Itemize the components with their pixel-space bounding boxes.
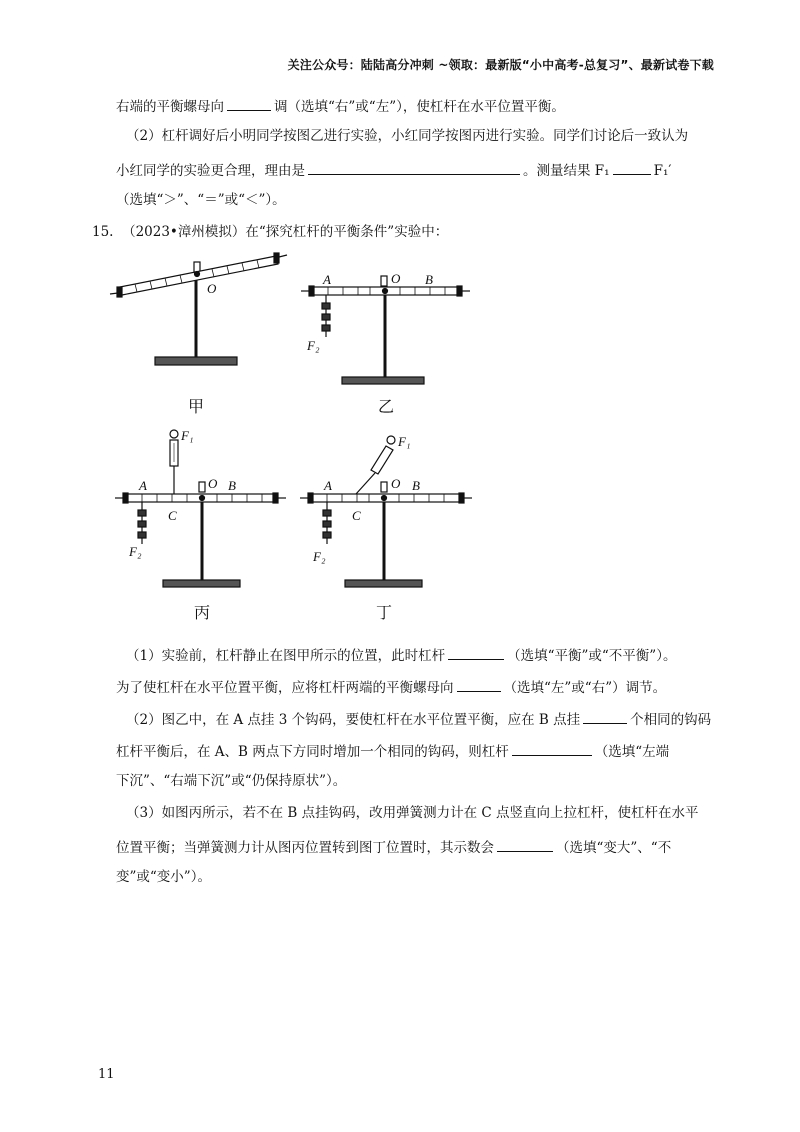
text-line: （3）如图丙所示，若不在 B 点挂钩码，改用弹簧测力计在 C 点竖直向上拉杠杆，使杠杆在水平	[126, 805, 699, 821]
text-line: 变”或“变小”）。	[116, 869, 211, 885]
answer-blank[interactable]	[448, 647, 504, 660]
caption-yi: 乙	[378, 397, 395, 416]
label-F2: F₂	[313, 549, 326, 564]
text-line: 杠杆平衡后，在 A、B 两点下方同时增加一个相同的钩码，则杠杆 （选填“左端	[116, 744, 670, 760]
question-title: 15. （2023•漳州模拟）在“探究杠杆的平衡条件”实验中：	[92, 224, 449, 240]
answer-blank[interactable]	[512, 743, 592, 756]
caption-bing: 丙	[194, 603, 211, 622]
label-O: O	[391, 476, 401, 491]
text-line: 右端的平衡螺母向 调（选填“右”或“左”），使杠杆在水平位置平衡。	[116, 99, 565, 115]
text-line: 为了使杠杆在水平位置平衡，应将杠杆两端的平衡螺母向 （选填“左”或“右”）调节。	[116, 680, 667, 696]
answer-blank[interactable]	[583, 711, 627, 724]
page-number: 11	[98, 1067, 115, 1082]
caption-jia: 甲	[188, 397, 205, 416]
text-line: （2）图乙中，在 A 点挂 3 个钩码，要使杠杆在水平位置平衡，应在 B 点挂 个相同的钩码	[126, 712, 712, 728]
label-C: C	[352, 508, 361, 523]
text-line: 下沉”、“右端下沉”或“仍保持原状”）。	[116, 773, 347, 789]
label-A: A	[324, 478, 332, 493]
answer-blank[interactable]	[457, 679, 501, 692]
label-B: B	[425, 272, 433, 287]
label-F1: F₁	[181, 428, 194, 443]
label-O: O	[207, 281, 217, 296]
figure-yi	[301, 276, 470, 384]
label-A: A	[323, 272, 331, 287]
text-line: （1）实验前，杠杆静止在图甲所示的位置，此时杠杆 （选填“平衡”或“不平衡”）。	[126, 648, 677, 664]
page-header: 关注公众号：陆陆高分冲刺 ~领取：最新版“小中高考-总复习”、最新试卷下载	[287, 58, 714, 72]
label-A: A	[139, 478, 147, 493]
figure-jia	[110, 253, 287, 365]
label-O: O	[391, 271, 401, 286]
caption-ding: 丁	[376, 603, 393, 622]
label-F2: F₂	[307, 338, 320, 353]
figure-ding	[300, 436, 472, 587]
text-line: 小红同学的实验更合理，理由是 。测量结果 F₁ F₁′	[116, 163, 672, 179]
figure-bing	[115, 430, 286, 587]
label-B: B	[228, 478, 236, 493]
text-line: （选填“＞”、“＝”或“＜”）。	[116, 192, 286, 208]
answer-blank[interactable]	[497, 839, 553, 852]
label-F1: F₁	[398, 434, 411, 449]
label-O: O	[208, 476, 218, 491]
label-B: B	[412, 478, 420, 493]
label-C: C	[168, 508, 177, 523]
text-line: 位置平衡；当弹簧测力计从图丙位置转到图丁位置时，其示数会 （选填“变大”、“不	[116, 840, 672, 856]
text-line: （2）杠杆调好后小明同学按图乙进行实验，小红同学按图丙进行实验。同学们讨论后一致认为	[126, 128, 689, 144]
label-F2: F₂	[129, 544, 142, 559]
